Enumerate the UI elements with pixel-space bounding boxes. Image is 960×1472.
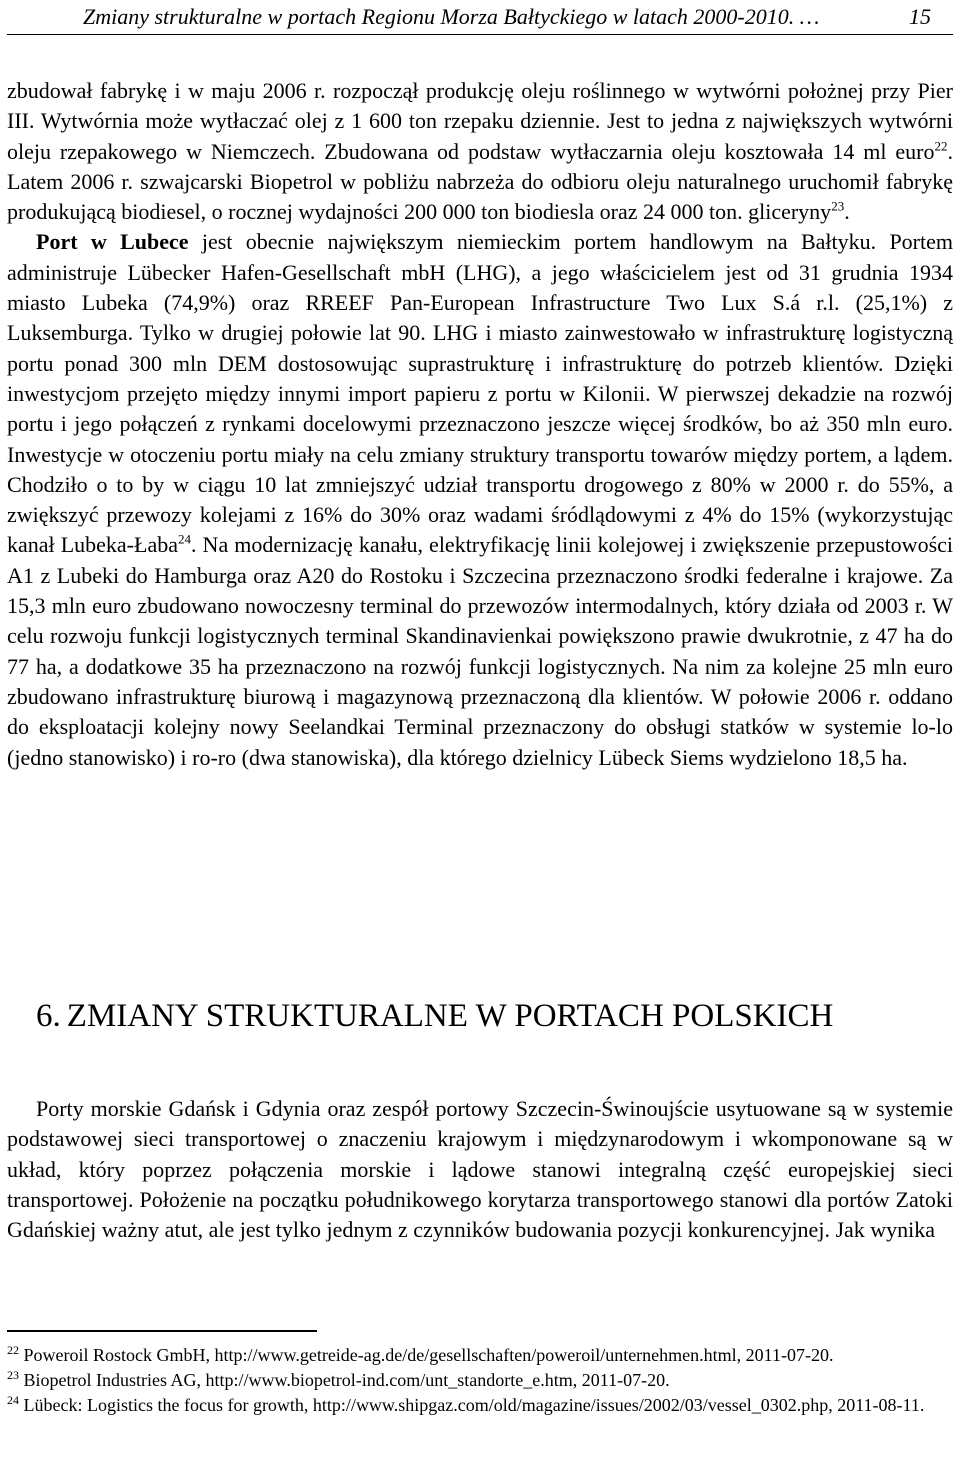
paragraph-lubeck bbox=[7, 227, 953, 772]
bold-lead: Port w Lubece bbox=[36, 229, 189, 255]
footnote-text: Poweroil Rostock GmbH, http://www.getreide-ag.de/de/gesellschaften/poweroil/unternehmen.html, 2011-07-20. bbox=[19, 1345, 834, 1365]
text-run: zbudował fabrykę i w maju 2006 r. rozpoczął produkcję oleju roślinnego w wytwórni położnej przy Pier III. Wytwórnia może wytłaczać olej z 1 600 ton rzepaku dziennie. Jest to jedna z największych wytwórni oleju rzepakowego w Niemczech. Zbudowana od podstaw wytłaczarnia oleju kosztowała 14 ml euro bbox=[7, 78, 953, 164]
text-run: jest obecnie największym niemieckim portem handlowym na Bałtyku. Portem administruje Lübecker Hafen-Gesellschaft mbH (LHG), a jego właścicielem jest od 31 grudnia 1934 miasto Lubeka (74,9%) oraz RREEF Pan-European Infrastructure Two Lux S.á r.l. (25,1%) z Luksemburga. Tylko w drugiej połowie lat 90. LHG i miasto zainwestowało w infrastrukturę logistyczną portu ponad 300 mln DEM dostosowując suprastrukturę i infrastrukturę do potrzeb klientów. Dzięki inwestycjom przejęto między innymi import papieru z portu w Kilonii. W pierwszej dekadzie na rozwój portu i jego połączeń z rynkami docelowymi przeznaczono jeszcze więcej środków, bo aż 350 mln euro. Inwestycje w otoczeniu portu miały na celu zmiany struktury transportu towarów między portem, a lądem. Chodziło o to by w ciągu 10 lat zmniejszyć udział transportu drogowego z 80% w 2000 r. do 55%, a zwiększyć przewozy kolejami z 16% do 30% oraz wadami śródlądowymi z 4% do 15% (wykorzystując kanał Lubeka-Łaba bbox=[7, 229, 953, 558]
footnote-mark: 24 bbox=[7, 1393, 19, 1407]
running-title: Zmiany strukturalne w portach Regionu Morza Bałtyckiego w latach 2000-2010. … bbox=[83, 4, 820, 29]
footnote-22 bbox=[7, 1343, 953, 1368]
page-number: 15 bbox=[909, 4, 931, 29]
text-run: . Latem 2006 r. szwajcarski Biopetrol w pobliżu nabrzeża do odbioru oleju naturalnego uruchomił fabrykę produkującą biodiesel, o rocznej wydajności 200 000 ton biodiesla oraz 24 000 ton. gliceryny bbox=[7, 138, 953, 225]
footnote-ref-23: 23 bbox=[831, 198, 845, 214]
section-title: ZMIANY STRUKTURALNE W PORTACH POLSKICH bbox=[66, 998, 834, 1034]
footnote-mark: 22 bbox=[7, 1343, 19, 1357]
footnote-divider bbox=[7, 1330, 317, 1332]
text-run: . bbox=[844, 199, 850, 225]
footnote-24 bbox=[7, 1393, 953, 1418]
text-run: . Na modernizację kanału, elektryfikację linii kolejowej i zwiększenie przepustowości A1 z Lubeki do Hamburga oraz A20 do Rostoku i Szczecina przeznaczono środki federalne i krajowe. Za 15,3 mln euro zbudowano nowoczesny terminal do przewozów intermodalnych, który działa od 2003 r. W celu rozwoju funkcji logistycznych terminal Skandinavienkai powiększono prawie dwukrotnie, z 47 ha do 77 ha, a dodatkowe 35 ha przeznaczono na rozwój funkcji logistycznych. Na nim za kolejne 25 mln euro zbudowano infrastrukturę biurową i magazynową przeznaczoną dla klientów. W połowie 2006 r. oddano do eksploatacji kolejny nowy Seelandkai Terminal przeznaczony do obsługi statków w systemie lo-lo (jedno stanowisko) i ro-ro (dwa stanowiska), dla którego dzielnicy Lübeck Siems wydzielono 18,5 ha. bbox=[7, 532, 954, 770]
paragraph-continued bbox=[7, 76, 953, 227]
footnote-text: Biopetrol Industries AG, http://www.biopetrol-ind.com/unt_standorte_e.htm, 2011-07-20. bbox=[19, 1370, 670, 1390]
section-number: 6. bbox=[36, 998, 61, 1034]
section-heading bbox=[36, 994, 953, 1038]
footnote-ref-22: 22 bbox=[934, 138, 948, 154]
body-paragraph-2 bbox=[7, 1094, 953, 1245]
footnotes bbox=[7, 1343, 953, 1418]
footnote-23 bbox=[7, 1368, 953, 1393]
footnote-mark: 23 bbox=[7, 1368, 19, 1382]
body-paragraph-1 bbox=[7, 76, 953, 773]
footnote-ref-24: 24 bbox=[177, 532, 191, 548]
footnote-text: Lübeck: Logistics the focus for growth, http://www.shipgaz.com/old/magazine/issues/2002/03/vessel_0302.php, 2011-08-11. bbox=[19, 1395, 925, 1415]
running-header bbox=[7, 0, 953, 35]
paragraph-polish-ports: Porty morskie Gdańsk i Gdynia oraz zespół portowy Szczecin-Świnoujście usytuowane są w systemie podstawowej sieci transportowej o znaczeniu krajowym i międzynarodowym i wkomponowane są w układ, który poprzez połączenia morskie i lądowe stanowi integralną część europejskiej sieci transportowej. Położenie na początku południkowego korytarza transportowego stanowi dla portów Zatoki Gdańskiej ważny atut, ale jest tylko jednym z czynników budowania pozycji konkurencyjnej. Jak wynika bbox=[7, 1096, 953, 1243]
